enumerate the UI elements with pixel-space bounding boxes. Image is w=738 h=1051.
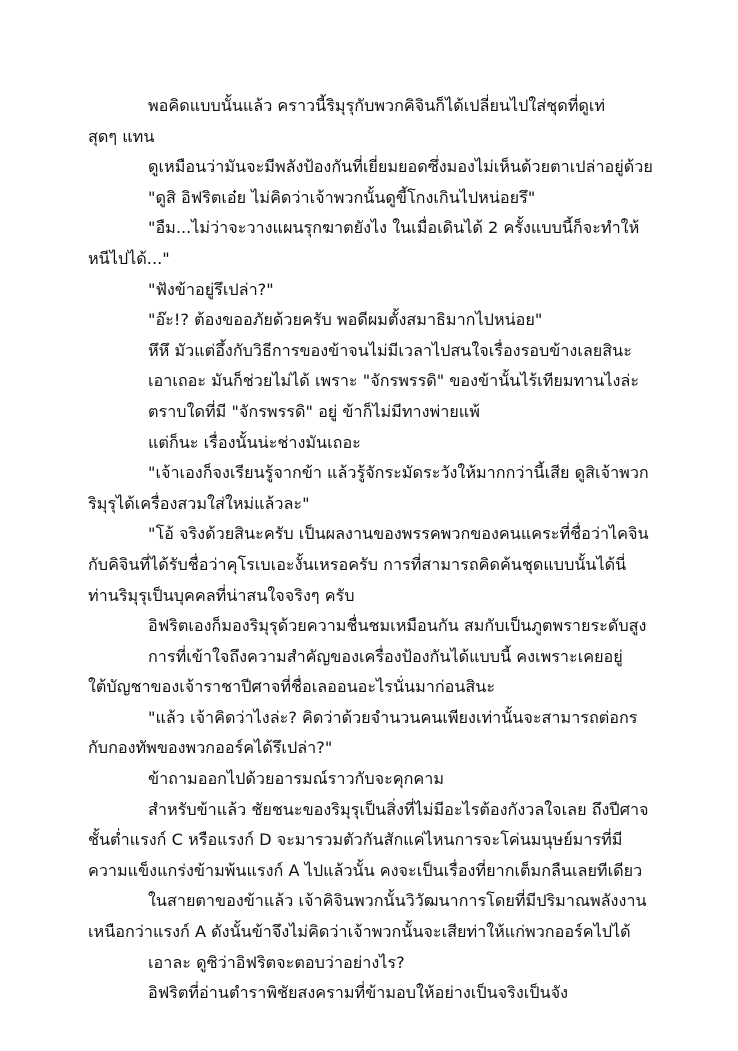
text-line: ในสายตาของข้าแล้ว เจ้าคิจินพวกนั้นวิวัฒนาการโดยที่มีปริมาณพลังงาน [148,891,647,911]
text-line: "โอ้ จริงด้วยสินะครับ เป็นผลงานของพรรคพวกของคนแคระที่ชื่อว่าไคจิน [148,524,649,544]
text-line: "เจ้าเองก็จงเรียนรู้จากข้า แล้วรู้จักระมัดระวังให้มากกว่านี้เสีย ดูสิเจ้าพวก [148,463,649,483]
text-line: เอาเถอะ มันก็ช่วยไม่ได้ เพราะ "จักรพรรดิ" ของข้านั้นไร้เทียมทานไงล่ะ [148,371,640,391]
text-line: "อ๊ะ!? ต้องขออภัยด้วยครับ พอดีผมตั้งสมาธิมากไปหน่อย" [148,310,543,330]
text-line: หึหึ มัวแต่อึ้งกับวิธีการของข้าจนไม่มีเวลาไปสนใจเรื่องรอบข้างเลยสินะ [148,340,632,360]
body-text [88,91,654,1009]
text-line: แต่ก็นะ เรื่องนั้นน่ะช่างมันเถอะ [148,432,361,452]
text-line: "ฟังข้าอยู่รึเปล่า?" [148,279,274,299]
text-line: พอคิดแบบนั้นแล้ว คราวนี้ริมุรุกับพวกคิจินก็ได้เปลี่ยนไปใส่ชุดที่ดูเท่ [148,96,606,115]
text-line: ข้าถามออกไปด้วยอารมณ์ราวกับจะคุกคาม [148,769,445,789]
text-line: หนีไปได้..." [88,248,170,268]
text-line: การที่เข้าใจถึงความสำคัญของเครื่องป้องกันได้แบบนี้ คงเพราะเคยอยู่ [148,646,623,666]
text-line: "แล้ว เจ้าคิดว่าไงล่ะ? คิดว่าด้วยจำนวนคนเพียงเท่านั้นจะสามารถต่อกร [148,707,638,727]
text-line: ท่านริมุรุเป็นบุคคลที่น่าสนใจจริงๆ ครับ [88,585,355,605]
text-line: สำหรับข้าแล้ว ชัยชนะของริมุรุเป็นสิ่งที่ไม่มีอะไรต้องกังวลใจเลย ถึงปีศาจ [148,799,649,819]
text-line: "ดูสิ อิฟริตเอ๋ย ไม่คิดว่าเจ้าพวกนั้นดูขี้โกงเกินไปหน่อยรึ" [148,187,536,207]
text-line: ริมุรุได้เครื่องสวมใส่ใหม่แล้วละ" [88,493,310,513]
text-line: อิฟริตที่อ่านตำราพิชัยสงครามที่ข้ามอบให้อย่างเป็นจริงเป็นจัง [148,983,569,1003]
text-line: เหนือกว่าแรงก์ A ดังนั้นข้าจึงไม่คิดว่าเจ้าพวกนั้นจะเสียท่าให้แก่พวกออร์คไปได้ [88,922,631,942]
text-line: ชั้นต่ำแรงก์ C หรือแรงก์ D จะมารวมตัวกันสักแค่ไหนการจะโค่นมนุษย์มารที่มี [88,830,623,850]
text-line: ตราบใดที่มี "จักรพรรดิ" อยู่ ข้าก็ไม่มีทางพ่ายแพ้ [148,401,480,421]
text-line: ใต้บัญชาของเจ้าราชาปีศาจที่ชื่อเลออนอะไรนั่นมาก่อนสินะ [88,677,496,697]
text-line: เอาละ ดูซิว่าอิฟริตจะตอบว่าอย่างไร? [148,952,405,972]
text-line: กับคิจินที่ได้รับชื่อว่าคุโรเบเอะงั้นเหรอครับ การที่สามารถคิดค้นชุดแบบนั้นได้นี่ [88,554,627,574]
text-line: ดูเหมือนว่ามันจะมีพลังป้องกันที่เยี่ยมยอดซึ่งมองไม่เห็นด้วยตาเปล่าอยู่ด้วย [148,157,653,177]
text-line: ความแข็งแกร่งข้ามพ้นแรงก์ A ไปแล้วนั้น คงจะเป็นเรื่องที่ยากเต็มกลืนเลยทีเดียว [88,860,643,880]
text-line: อิฟริตเองก็มองริมุรุด้วยความชื่นชมเหมือนกัน สมกับเป็นภูตพรายระดับสูง [148,616,647,636]
text-line: "อืม...ไม่ว่าจะวางแผนรุกฆาตยังไง ในเมื่อเดินได้ 2 ครั้งแบบนี้ก็จะทำให้ [148,218,640,238]
text-line: สุดๆ แทน [88,126,155,146]
text-line: กับกองทัพของพวกออร์คได้รึเปล่า?" [88,738,333,758]
